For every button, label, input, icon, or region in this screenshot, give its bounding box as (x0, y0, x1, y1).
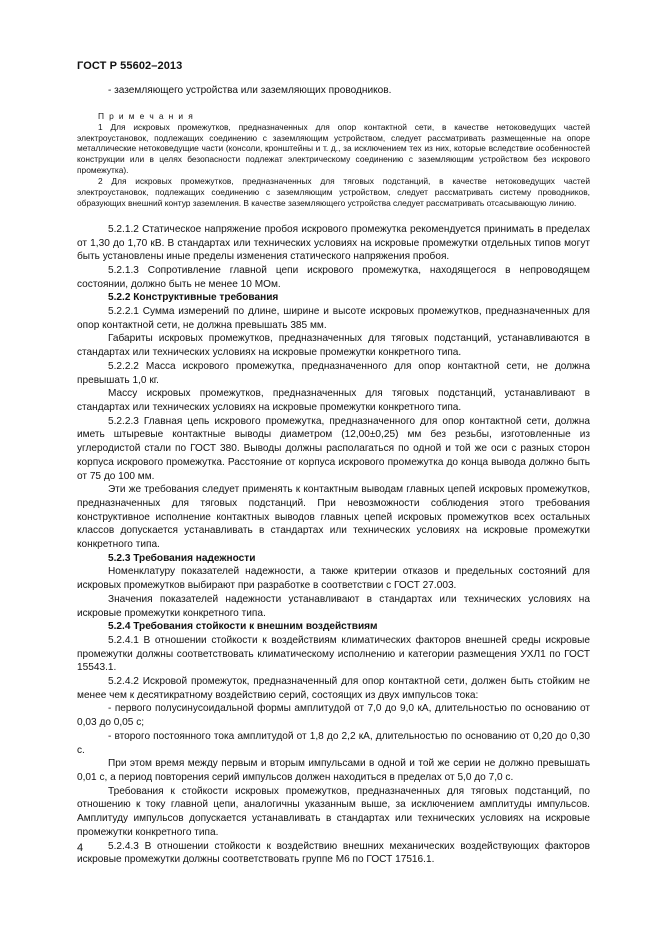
section-heading: 5.2.3 Требования надежности (108, 552, 256, 564)
section-heading: 5.2.2 Конструктивные требования (108, 292, 279, 304)
page-number: 4 (77, 842, 84, 854)
paragraph: 5.2.4.1 В отношении стойкости к воздействиям климатических факторов внешней среды искровые промежутки должны соответствовать климатическому исполнению и категории размещения УХЛ1 по ГОСТ 15543.1. (77, 634, 590, 674)
section-heading: 5.2.4 Требования стойкости к внешним воздействиям (108, 621, 378, 633)
standard-header: ГОСТ Р 55602–2013 (77, 60, 183, 72)
paragraph: Эти же требования следует применять к контактным выводам главных цепей искровых промежутков, предназначенных для тяговых подстанций. При невозможности соблюдения этого требования конструктивное исполнение контактных выводов главных цепей искровых промежутков всех остальных классов допускается устанавливать в стандартах или технических условиях на искровые промежутки конкретного типа. (77, 484, 590, 551)
paragraph: 5.2.1.2 Статическое напряжение пробоя искрового промежутка рекомендуется принимать в пределах от 1,30 до 1,70 кВ. В стандартах или технических условиях на искровые промежутки отдельных типов могут быть установлены иные пределы изменения статического напряжения пробоя. (77, 223, 590, 263)
body-text (77, 84, 590, 867)
paragraph: Номенклатуру показателей надежности, а также критерии отказов и предельных состояний для искровых промежутков выбирают при разработке в соответствии с ГОСТ 27.003. (77, 566, 590, 592)
paragraph: Массу искровых промежутков, предназначенных для тяговых подстанций, устанавливают в стандартах или технических условиях на искровые промежутки конкретного типа. (77, 388, 590, 413)
paragraph: Значения показателей надежности устанавливают в стандартах или технических условиях на искровые промежутки конкретного типа. (77, 593, 590, 619)
paragraph: П р и м е ч а н и я (98, 110, 195, 121)
spacer (77, 209, 590, 223)
paragraph: Требования к стойкости искровых промежутков, предназначенных для тяговых подстанций, по отношению к току главной цепи, аналогичны указанным выше, за исключением амплитуды импульсов. Амплитуду импульсов допускается устанавливать в стандартах или технических условиях на искровые промежутки конкретного типа. (77, 785, 590, 838)
paragraph: При этом время между первым и вторым импульсами в одной и той же серии не должно превышать 0,01 с, а период повторения серий импульсов должен находиться в пределах от 5,0 до 7,0 с. (77, 758, 590, 783)
paragraph: 5.2.4.3 В отношении стойкости к воздействию внешних механических воздействующих факторов искровые промежутки должны соответствовать группе М6 по ГОСТ 17516.1. (77, 840, 590, 866)
paragraph: 5.2.2.1 Сумма измерений по длине, ширине и высоте искровых промежутков, предназначенных для опор контактной сети, не должна превышать 385 мм. (77, 306, 590, 331)
paragraph: 5.2.2.2 Масса искрового промежутка, предназначенного для опор контактной сети, не должна превышать 1,0 кг. (77, 360, 590, 386)
paragraph: - заземляющего устройства или заземляющих проводников. (108, 85, 392, 96)
paragraph: 5.2.4.2 Искровой промежуток, предназначенный для опор контактной сети, должен быть стойким не менее чем к десятикратному воздействию серий, состоящих из двух импульсов тока: (77, 676, 590, 701)
paragraph: Габариты искровых промежутков, предназначенных для тяговых подстанций, устанавливаются в стандартах или технических условиях на искровые промежутки конкретного типа. (77, 333, 590, 359)
paragraph: 5.2.1.3 Сопротивление главной цепи искрового промежутка, находящегося в непроводящем состоянии, должно быть не менее 10 МОм. (77, 264, 590, 290)
paragraph: - первого полусинусоидальной формы амплитудой от 7,0 до 9,0 кА, длительностью по основанию от 0,03 до 0,05 с; (77, 703, 590, 729)
paragraph: 5.2.2.3 Главная цепь искрового промежутка, предназначенного для опор контактной сети, должна иметь штыревые контактные выводы диаметром (12,00±0,25) мм без резьбы, изготовленные из углеродистой стали по ГОСТ 380. Выводы должны располагаться по одной и той же оси с разных сторон корпуса искрового промежутка. Расстояние от корпуса искрового промежутка до конца вывода должно быть от 75 до 100 мм. (77, 415, 590, 482)
paragraph: 2 Для искровых промежутков, предназначенных для тяговых подстанций, в качестве нетоковедущих частей электроустановок, подлежащих соединению с заземляющим устройством, следует рассматривать систему проводников, образующих внешний контур заземления. В качестве заземляющего устройства следует рассматривать отсасывающую линию. (77, 176, 590, 208)
paragraph: 1 Для искровых промежутков, предназначенных для опор контактной сети, в качестве нетоковедущих частей электроустановок, подлежащих соединению с заземляющим устройством, следует рассматривать размещенные на опоре металлические нетоковедущие части (консоли, кронштейны и т. д., за исключением тех из них, которые вследствие особенностей конструкции или в целях безопасности подлежат электрическому соединению с заземляющим устройством без искрового промежутка). (77, 121, 590, 176)
paragraph: - второго постоянного тока амплитудой от 1,8 до 2,2 кА, длительностью по основанию от 0,20 до 0,30 с. (77, 730, 590, 756)
